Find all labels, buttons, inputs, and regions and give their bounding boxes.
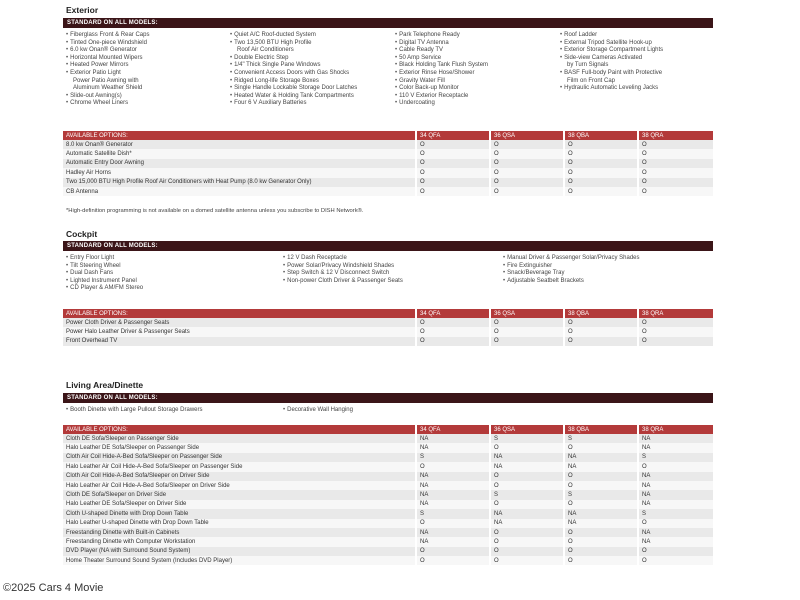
option-availability: O bbox=[416, 178, 490, 187]
option-name: Halo Leather Air Coil Hide-A-Bed Sofa/Sleeper on Driver Side bbox=[63, 481, 416, 490]
feature-item: • Adjustable Seatbelt Brackets bbox=[503, 278, 640, 286]
option-availability: O bbox=[490, 472, 564, 481]
exterior-standard-bar: STANDARD ON ALL MODELS: bbox=[63, 18, 713, 28]
feature-item: • Park Telephone Ready bbox=[395, 32, 488, 40]
option-availability: O bbox=[490, 537, 564, 546]
option-availability: NA bbox=[564, 453, 638, 462]
option-name: 8.0 kw Onan® Generator bbox=[63, 140, 416, 149]
feature-item: • Exterior Patio Light bbox=[66, 70, 149, 78]
table-row bbox=[63, 327, 713, 336]
model-header: 38 QRA bbox=[638, 309, 713, 318]
option-availability: NA bbox=[490, 462, 564, 471]
option-availability: NA bbox=[564, 519, 638, 528]
feature-item: • Entry Floor Light bbox=[66, 255, 143, 263]
option-name: Home Theater Surround Sound System (Includes DVD Player) bbox=[63, 556, 416, 565]
feature-item: • Lighted Instrument Panel bbox=[66, 278, 143, 286]
option-name: Automatic Entry Door Awning bbox=[63, 159, 416, 168]
model-header: 36 QSA bbox=[490, 309, 564, 318]
option-availability: S bbox=[416, 509, 490, 518]
option-availability: O bbox=[638, 556, 713, 565]
option-availability: O bbox=[490, 327, 564, 336]
option-availability: O bbox=[416, 318, 490, 327]
table-row bbox=[63, 547, 713, 556]
feature-item: • Digital TV Antenna bbox=[395, 40, 488, 48]
option-name: Cloth Air Coil Hide-A-Bed Sofa/Sleeper on Passenger Side bbox=[63, 453, 416, 462]
option-availability: NA bbox=[638, 443, 713, 452]
option-availability: O bbox=[564, 149, 638, 158]
feature-item: • Double Electric Step bbox=[230, 55, 357, 63]
option-availability: S bbox=[638, 509, 713, 518]
option-availability: O bbox=[564, 481, 638, 490]
option-name: Cloth DE Sofa/Sleeper on Driver Side bbox=[63, 490, 416, 499]
model-header: 38 QBA bbox=[564, 131, 638, 140]
option-availability: O bbox=[564, 168, 638, 177]
option-availability: O bbox=[416, 168, 490, 177]
option-name: Freestanding Dinette with Built-in Cabinets bbox=[63, 528, 416, 537]
option-availability: NA bbox=[416, 434, 490, 443]
exterior-footnote: *High-definition programming is not available on a domed satellite antenna unless you subscribe to DISH Network®. bbox=[66, 208, 364, 214]
option-availability: O bbox=[564, 318, 638, 327]
options-header-row bbox=[63, 309, 713, 318]
options-header-row bbox=[63, 131, 713, 140]
option-availability: O bbox=[638, 318, 713, 327]
option-availability: O bbox=[490, 547, 564, 556]
feature-item: • 6.0 kw Onan® Generator bbox=[66, 47, 149, 55]
feature-item: Power Patio Awning with bbox=[73, 77, 139, 84]
model-header: 34 QFA bbox=[416, 425, 490, 434]
option-availability: NA bbox=[564, 509, 638, 518]
model-header: 38 QBA bbox=[564, 309, 638, 318]
options-header-label: AVAILABLE OPTIONS: bbox=[63, 425, 416, 434]
table-row bbox=[63, 434, 713, 443]
feature-item: • Convenient Access Doors with Gas Shocks bbox=[230, 70, 357, 78]
feature-item: • 110 V Exterior Receptacle bbox=[395, 93, 488, 101]
living-title: Living Area/Dinette bbox=[66, 380, 144, 390]
living-features-col1 bbox=[66, 407, 203, 415]
exterior-features-col1 bbox=[66, 32, 149, 108]
feature-item: • Roof Ladder bbox=[560, 32, 663, 40]
option-availability: O bbox=[490, 159, 564, 168]
feature-item: • Side-view Cameras Activated bbox=[560, 55, 663, 63]
feature-item: • 50 Amp Service bbox=[395, 55, 488, 63]
option-availability: O bbox=[490, 178, 564, 187]
option-availability: O bbox=[490, 149, 564, 158]
feature-item: • Fire Extinguisher bbox=[503, 263, 640, 271]
option-availability: O bbox=[416, 327, 490, 336]
option-availability: S bbox=[490, 434, 564, 443]
options-header-label: AVAILABLE OPTIONS: bbox=[63, 131, 416, 140]
exterior-features-col4 bbox=[560, 32, 663, 93]
model-header: 38 QRA bbox=[638, 425, 713, 434]
option-availability: O bbox=[490, 528, 564, 537]
feature-item: • External Tripod Satellite Hook-up bbox=[560, 40, 663, 48]
option-name: Two 15,000 BTU High Profile Roof Air Conditioners with Heat Pump (8.0 kw Generator Only) bbox=[63, 178, 416, 187]
feature-item: • Black Holding Tank Flush System bbox=[395, 62, 488, 70]
option-availability: O bbox=[564, 443, 638, 452]
model-header: 36 QSA bbox=[490, 131, 564, 140]
option-availability: O bbox=[490, 556, 564, 565]
table-row bbox=[63, 159, 713, 168]
option-name: Halo Leather DE Sofa/Sleeper on Driver Side bbox=[63, 500, 416, 509]
option-availability: O bbox=[416, 556, 490, 565]
feature-item: • Exterior Storage Compartment Lights bbox=[560, 47, 663, 55]
option-availability: O bbox=[564, 537, 638, 546]
option-availability: O bbox=[564, 472, 638, 481]
feature-item: • Snack/Beverage Tray bbox=[503, 270, 640, 278]
living-options-table bbox=[63, 425, 713, 565]
option-availability: NA bbox=[416, 472, 490, 481]
exterior-features-col2 bbox=[230, 32, 357, 108]
feature-item: • Single Handle Lockable Storage Door Latches bbox=[230, 85, 357, 93]
exterior-options-table bbox=[63, 131, 713, 196]
option-availability: O bbox=[490, 337, 564, 346]
option-availability: NA bbox=[490, 519, 564, 528]
option-availability: NA bbox=[490, 453, 564, 462]
option-availability: S bbox=[564, 490, 638, 499]
feature-item: • Manual Driver & Passenger Solar/Privacy Shades bbox=[503, 255, 640, 263]
option-availability: NA bbox=[416, 443, 490, 452]
options-header-label: AVAILABLE OPTIONS: bbox=[63, 309, 416, 318]
option-availability: O bbox=[490, 318, 564, 327]
model-header: 34 QFA bbox=[416, 131, 490, 140]
option-availability: O bbox=[638, 178, 713, 187]
table-row bbox=[63, 178, 713, 187]
option-name: Freestanding Dinette with Computer Workstation bbox=[63, 537, 416, 546]
table-row bbox=[63, 149, 713, 158]
table-row bbox=[63, 500, 713, 509]
option-availability: NA bbox=[416, 481, 490, 490]
option-name: Halo Leather Air Coil Hide-A-Bed Sofa/Sleeper on Passenger Side bbox=[63, 462, 416, 471]
feature-item: • Chrome Wheel Liners bbox=[66, 100, 149, 108]
option-availability: NA bbox=[416, 537, 490, 546]
option-name: Power Cloth Driver & Passenger Seats bbox=[63, 318, 416, 327]
option-availability: O bbox=[416, 159, 490, 168]
model-header: 34 QFA bbox=[416, 309, 490, 318]
table-row bbox=[63, 481, 713, 490]
option-availability: O bbox=[564, 140, 638, 149]
option-availability: O bbox=[416, 519, 490, 528]
feature-item: • Slide-out Awning(s) bbox=[66, 93, 149, 101]
feature-item: • Hydraulic Automatic Leveling Jacks bbox=[560, 85, 663, 93]
option-availability: O bbox=[638, 337, 713, 346]
option-name: Cloth DE Sofa/Sleeper on Passenger Side bbox=[63, 434, 416, 443]
option-availability: O bbox=[490, 140, 564, 149]
model-header: 36 QSA bbox=[490, 425, 564, 434]
option-availability: NA bbox=[638, 490, 713, 499]
option-availability: O bbox=[564, 500, 638, 509]
table-row bbox=[63, 556, 713, 565]
feature-item: • Decorative Wall Hanging bbox=[283, 407, 353, 415]
feature-item: • Tinted One-piece Windshield bbox=[66, 40, 149, 48]
option-availability: O bbox=[416, 547, 490, 556]
option-availability: O bbox=[638, 327, 713, 336]
option-availability: O bbox=[638, 547, 713, 556]
living-features-col2 bbox=[283, 407, 353, 415]
feature-item: • Cable Ready TV bbox=[395, 47, 488, 55]
option-availability: NA bbox=[638, 528, 713, 537]
option-availability: O bbox=[638, 140, 713, 149]
option-name: Front Overhead TV bbox=[63, 337, 416, 346]
feature-item: • CD Player & AM/FM Stereo bbox=[66, 285, 143, 293]
table-row bbox=[63, 140, 713, 149]
option-availability: NA bbox=[638, 537, 713, 546]
cockpit-options-table bbox=[63, 309, 713, 346]
option-name: Halo Leather U-shaped Dinette with Drop Down Table bbox=[63, 519, 416, 528]
option-availability: O bbox=[638, 168, 713, 177]
model-header: 38 QBA bbox=[564, 425, 638, 434]
option-name: CB Antenna bbox=[63, 187, 416, 196]
table-row bbox=[63, 509, 713, 518]
feature-item: • 12 V Dash Receptacle bbox=[283, 255, 403, 263]
feature-item: Roof Air Conditioners bbox=[237, 47, 294, 54]
option-name: Cloth U-shaped Dinette with Drop Down Table bbox=[63, 509, 416, 518]
option-availability: O bbox=[564, 337, 638, 346]
option-availability: O bbox=[416, 140, 490, 149]
table-row bbox=[63, 462, 713, 471]
option-availability: NA bbox=[416, 500, 490, 509]
option-name: DVD Player (NA with Surround Sound System) bbox=[63, 547, 416, 556]
cockpit-title: Cockpit bbox=[66, 229, 98, 239]
exterior-features-col3 bbox=[395, 32, 488, 108]
table-row bbox=[63, 537, 713, 546]
option-availability: NA bbox=[564, 462, 638, 471]
table-row bbox=[63, 337, 713, 346]
option-availability: NA bbox=[416, 528, 490, 537]
option-availability: O bbox=[490, 443, 564, 452]
option-availability: O bbox=[490, 187, 564, 196]
option-availability: O bbox=[638, 519, 713, 528]
table-row bbox=[63, 472, 713, 481]
option-availability: NA bbox=[638, 472, 713, 481]
feature-item: • Heated Power Mirrors bbox=[66, 62, 149, 70]
option-availability: O bbox=[416, 187, 490, 196]
table-row bbox=[63, 453, 713, 462]
option-name: Power Halo Leather Driver & Passenger Seats bbox=[63, 327, 416, 336]
option-availability: O bbox=[416, 149, 490, 158]
model-header: 38 QRA bbox=[638, 131, 713, 140]
option-name: Halo Leather DE Sofa/Sleeper on Passenger Side bbox=[63, 443, 416, 452]
option-availability: O bbox=[490, 168, 564, 177]
option-availability: O bbox=[564, 528, 638, 537]
feature-item: • Gravity Water Fill bbox=[395, 78, 488, 86]
feature-item: • Tilt Steering Wheel bbox=[66, 263, 143, 271]
option-availability: O bbox=[564, 556, 638, 565]
option-availability: S bbox=[416, 453, 490, 462]
option-availability: S bbox=[638, 453, 713, 462]
feature-item: • Booth Dinette with Large Pullout Storage Drawers bbox=[66, 407, 203, 415]
option-name: Hadley Air Horns bbox=[63, 168, 416, 177]
feature-item: • Four 6 V Auxiliary Batteries bbox=[230, 100, 357, 108]
option-availability: O bbox=[564, 187, 638, 196]
option-availability: NA bbox=[490, 509, 564, 518]
option-availability: NA bbox=[638, 434, 713, 443]
feature-item: • Power Solar/Privacy Windshield Shades bbox=[283, 263, 403, 271]
cockpit-features-col1 bbox=[66, 255, 143, 293]
cockpit-features-col2 bbox=[283, 255, 403, 285]
cockpit-features-col3 bbox=[503, 255, 640, 285]
option-availability: O bbox=[564, 159, 638, 168]
cockpit-standard-bar: STANDARD ON ALL MODELS: bbox=[63, 241, 713, 251]
feature-item: • Undercoating bbox=[395, 100, 488, 108]
feature-item: • Exterior Rinse Hose/Shower bbox=[395, 70, 488, 78]
table-row bbox=[63, 519, 713, 528]
feature-item: Aluminum Weather Shield bbox=[73, 85, 143, 92]
feature-item: • BASF Full-body Paint with Protective bbox=[560, 70, 663, 78]
option-availability: NA bbox=[416, 490, 490, 499]
feature-item: • 1/4" Thick Single Pane Windows bbox=[230, 62, 357, 70]
option-availability: S bbox=[564, 434, 638, 443]
feature-item: • Non-power Cloth Driver & Passenger Seats bbox=[283, 278, 403, 286]
feature-item: • Dual Dash Fans bbox=[66, 270, 143, 278]
feature-item: • Color Back-up Monitor bbox=[395, 85, 488, 93]
option-availability: O bbox=[638, 462, 713, 471]
option-name: Cloth Air Coil Hide-A-Bed Sofa/Sleeper on Driver Side bbox=[63, 472, 416, 481]
option-availability: O bbox=[564, 547, 638, 556]
watermark: ©2025 Cars 4 Movie bbox=[3, 582, 104, 594]
feature-item: by Turn Signals bbox=[567, 62, 609, 69]
option-availability: O bbox=[638, 159, 713, 168]
table-row bbox=[63, 528, 713, 537]
feature-item: • Step Switch & 12 V Disconnect Switch bbox=[283, 270, 403, 278]
table-row bbox=[63, 318, 713, 327]
table-row bbox=[63, 490, 713, 499]
option-name: Automatic Satellite Dish* bbox=[63, 149, 416, 158]
option-availability: NA bbox=[638, 481, 713, 490]
options-header-row bbox=[63, 425, 713, 434]
feature-item: • Quiet A/C Roof-ducted System bbox=[230, 32, 357, 40]
option-availability: O bbox=[416, 337, 490, 346]
exterior-title: Exterior bbox=[66, 5, 99, 15]
feature-item: • Ridged Long-life Storage Boxes bbox=[230, 78, 357, 86]
option-availability: NA bbox=[638, 500, 713, 509]
table-row bbox=[63, 443, 713, 452]
living-standard-bar: STANDARD ON ALL MODELS: bbox=[63, 393, 713, 403]
option-availability: O bbox=[490, 481, 564, 490]
feature-item: • Horizontal Mounted Wipers bbox=[66, 55, 149, 63]
option-availability: O bbox=[416, 462, 490, 471]
option-availability: O bbox=[564, 178, 638, 187]
feature-item: Film on Front Cap bbox=[567, 77, 616, 84]
option-availability: O bbox=[638, 187, 713, 196]
option-availability: O bbox=[564, 327, 638, 336]
table-row bbox=[63, 168, 713, 177]
feature-item: • Heated Water & Holding Tank Compartments bbox=[230, 93, 357, 101]
option-availability: S bbox=[490, 490, 564, 499]
feature-item: • Two 13,500 BTU High Profile bbox=[230, 40, 357, 48]
option-availability: O bbox=[490, 500, 564, 509]
option-availability: O bbox=[638, 149, 713, 158]
table-row bbox=[63, 187, 713, 196]
feature-item: • Fiberglass Front & Rear Caps bbox=[66, 32, 149, 40]
